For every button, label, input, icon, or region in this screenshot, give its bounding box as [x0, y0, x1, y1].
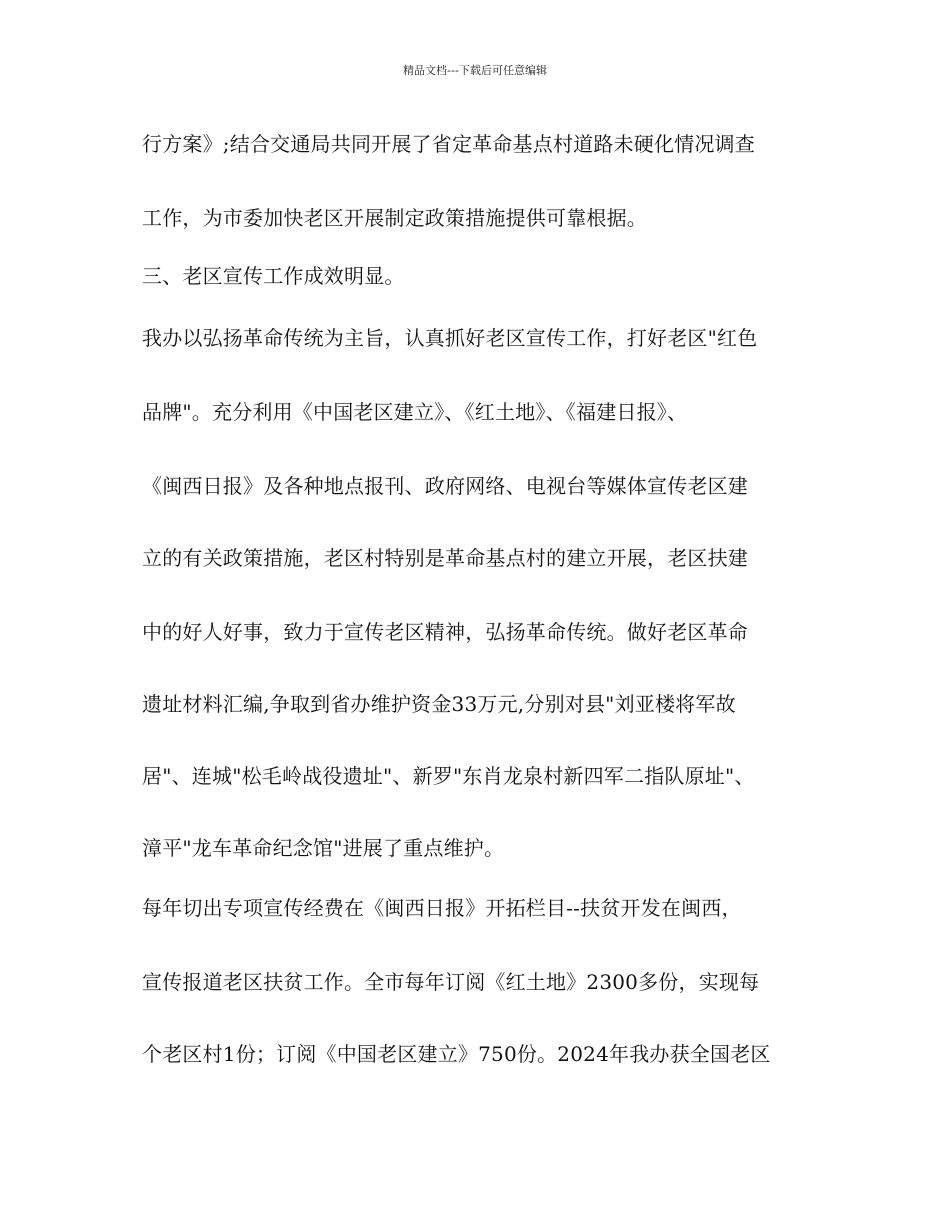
paragraph-line: 我办以弘扬革命传统为主旨，认真抓好老区宣传工作，打好老区"红色 [142, 326, 758, 350]
paragraph-line: 漳平"龙车革命纪念馆"进展了重点维护。 [142, 836, 505, 860]
section-heading: 三、老区宣传工作成效明显。 [142, 264, 405, 288]
paragraph-line: 居"、连城"松毛岭战役遗址"、新罗"东肖龙泉村新四军二指队原址"、 [142, 764, 755, 788]
page-header: 精品文档---下载后可任意编辑 [403, 64, 547, 77]
paragraph-line: 遗址材料汇编,争取到省办维护资金33万元,分别对县"刘亚楼将军故 [142, 692, 736, 716]
paragraph-line: 品牌"。充分利用《中国老区建立》、《红土地》、《福建日报》、 [142, 400, 688, 424]
paragraph-line: 《闽西日报》及各种地点报刊、政府网络、电视台等媒体宣传老区建 [142, 474, 748, 498]
paragraph-line: 个老区村1份；订阅《中国老区建立》750份。2024年我办获全国老区 [142, 1042, 771, 1066]
paragraph-line: 行方案》;结合交通局共同开展了省定革命基点村道路未硬化情况调查 [142, 132, 755, 156]
paragraph-line: 工作，为市委加快老区开展制定政策措施提供可靠根据。 [142, 206, 647, 230]
paragraph-line: 立的有关政策措施，老区村特别是革命基点村的建立开展，老区扶建 [142, 546, 748, 570]
paragraph-line: 中的好人好事，致力于宣传老区精神，弘扬革命传统。做好老区革命 [142, 620, 748, 644]
paragraph-line: 宣传报道老区扶贫工作。全市每年订阅《红土地》2300多份，实现每 [142, 970, 760, 994]
paragraph-line: 每年切出专项宣传经费在《闽西日报》开拓栏目--扶贫开发在闽西， [142, 896, 742, 920]
